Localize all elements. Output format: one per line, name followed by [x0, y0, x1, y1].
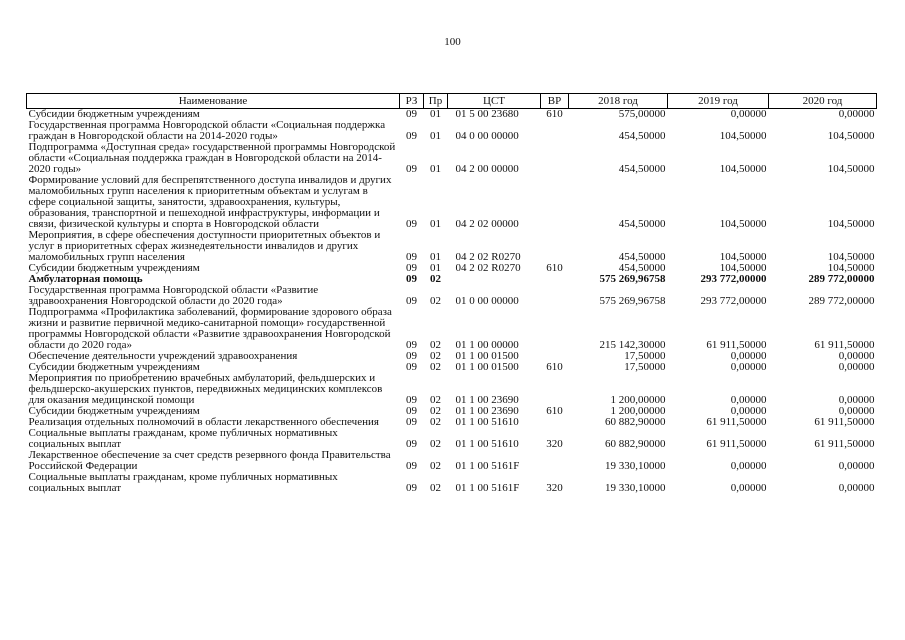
- cell-2019: 104,50000: [719, 130, 767, 142]
- cell-2019: 0,00000: [730, 350, 767, 362]
- col-header-2018: 2018 год: [569, 94, 668, 109]
- cell-2020: 61 911,50000: [814, 438, 875, 450]
- cell-2020: 61 911,50000: [814, 416, 875, 428]
- cell-2019: 104,50000: [719, 262, 767, 274]
- cell-2020: 104,50000: [827, 262, 875, 274]
- cell-2018: 454,50000: [618, 262, 666, 274]
- cell-rz: 09: [406, 295, 417, 307]
- cell-2018: 575,00000: [618, 108, 666, 120]
- cell-cst: 01 5 00 23680: [455, 108, 519, 120]
- cell-pr: 02: [430, 350, 441, 362]
- cell-rz: 09: [406, 273, 417, 285]
- cell-rz: 09: [406, 405, 417, 417]
- cell-pr: 02: [430, 438, 441, 450]
- cell-2020: 104,50000: [827, 218, 875, 230]
- col-header-pr: Пр: [424, 94, 448, 109]
- cell-pr: 01: [430, 108, 441, 120]
- cell-2019: 0,00000: [730, 482, 767, 494]
- cell-rz: 09: [406, 482, 417, 494]
- cell-2018: 19 330,10000: [605, 460, 666, 472]
- page-number: 100: [444, 36, 461, 48]
- cell-rz: 09: [406, 130, 417, 142]
- cell-2020: 0,00000: [838, 405, 875, 417]
- cell-2019: 0,00000: [730, 405, 767, 417]
- cell-2019: 0,00000: [730, 361, 767, 373]
- col-header-2020: 2020 год: [769, 94, 877, 109]
- cell-pr: 02: [430, 416, 441, 428]
- cell-pr: 02: [430, 460, 441, 472]
- table-row: [27, 450, 877, 472]
- cell-cst: 01 1 00 01500: [455, 350, 519, 362]
- table-row: [27, 307, 877, 351]
- cell-name: Субсидии бюджетным учреждениям: [28, 405, 200, 417]
- cell-pr: 02: [430, 405, 441, 417]
- table-row: [27, 285, 877, 307]
- cell-vr: 320: [546, 482, 563, 494]
- budget-table: [26, 93, 877, 494]
- cell-cst: [448, 274, 541, 285]
- cell-cst: 01 1 00 51610: [455, 416, 519, 428]
- cell-rz: 09: [406, 460, 417, 472]
- cell-2018: 19 330,10000: [605, 482, 666, 494]
- cell-cst: 01 0 00 00000: [455, 295, 519, 307]
- cell-name: Мероприятия, в сфере обеспечения доступности приоритетных объектов и услуг в приоритетных сферах жизнедеятельности инвалидов и других маломобильных групп населения: [28, 229, 381, 263]
- cell-rz: 09: [406, 361, 417, 373]
- cell-rz: 09: [406, 394, 417, 406]
- cell-rz: 09: [406, 350, 417, 362]
- table-row: [27, 175, 877, 230]
- cell-2019: 0,00000: [730, 108, 767, 120]
- cell-rz: 09: [406, 108, 417, 120]
- cell-cst: 01 1 00 00000: [455, 339, 519, 351]
- cell-vr: 610: [546, 108, 563, 120]
- table-row: [27, 472, 877, 494]
- cell-vr: [541, 142, 569, 175]
- cell-2018: 454,50000: [618, 163, 666, 175]
- cell-2018: 575 269,96758: [599, 295, 666, 307]
- cell-name: Субсидии бюджетным учреждениям: [28, 262, 200, 274]
- cell-pr: 01: [430, 130, 441, 142]
- cell-pr: 02: [430, 295, 441, 307]
- cell-pr: 01: [430, 163, 441, 175]
- cell-2020: 0,00000: [838, 361, 875, 373]
- cell-2018: 454,50000: [618, 218, 666, 230]
- cell-cst: 01 1 00 23690: [455, 394, 519, 406]
- cell-cst: 04 2 00 00000: [455, 163, 519, 175]
- cell-2020: 0,00000: [838, 460, 875, 472]
- cell-2019: 0,00000: [730, 394, 767, 406]
- cell-2018: 454,50000: [618, 130, 666, 142]
- cell-name: Реализация отдельных полномочий в области лекарственного обеспечения: [28, 416, 379, 428]
- cell-name: Субсидии бюджетным учреждениям: [28, 361, 200, 373]
- cell-vr: [541, 120, 569, 142]
- cell-name: Обеспечение деятельности учреждений здравоохранения: [28, 350, 298, 362]
- cell-vr: 610: [546, 262, 563, 274]
- cell-2019: 61 911,50000: [706, 339, 767, 351]
- cell-name: Государственная программа Новгородской области «Развитие здравоохранения Новгородской области до 2020 года»: [28, 284, 319, 307]
- cell-name: Мероприятия по приобретению врачебных амбулаторий, фельдшерских и фельдшерско-акушерских пунктов, передвижных медицинских комплексов для оказания медицинской помощи: [28, 372, 383, 406]
- cell-2019: 104,50000: [719, 251, 767, 263]
- cell-name: Амбулаторная помощь: [28, 273, 143, 285]
- cell-2019: 61 911,50000: [706, 416, 767, 428]
- cell-name: Лекарственное обеспечение за счет средств резервного фонда Правительства Российской Федерации: [28, 449, 391, 472]
- cell-2019: 293 772,00000: [700, 273, 767, 285]
- col-header-rz: РЗ: [400, 94, 424, 109]
- cell-cst: 04 2 02 R0270: [455, 262, 521, 274]
- cell-pr: 02: [430, 482, 441, 494]
- cell-vr: [541, 285, 569, 307]
- cell-2019: 104,50000: [719, 163, 767, 175]
- table-row: [27, 120, 877, 142]
- col-header-vr: ВР: [541, 94, 569, 109]
- cell-rz: 09: [406, 438, 417, 450]
- cell-2018: 575 269,96758: [599, 273, 666, 285]
- table-body: [27, 109, 877, 495]
- cell-vr: 610: [546, 405, 563, 417]
- cell-vr: [541, 274, 569, 285]
- cell-2018: 1 200,00000: [610, 405, 666, 417]
- cell-vr: [541, 230, 569, 263]
- cell-2020: 0,00000: [838, 394, 875, 406]
- col-header-cst: ЦСТ: [448, 94, 541, 109]
- cell-2020: 0,00000: [838, 350, 875, 362]
- col-header-name: Наименование: [27, 94, 400, 109]
- cell-rz: 09: [406, 218, 417, 230]
- table-row: [27, 373, 877, 406]
- cell-rz: 09: [406, 262, 417, 274]
- cell-vr: [541, 450, 569, 472]
- cell-2020: 0,00000: [838, 482, 875, 494]
- cell-name: Субсидии бюджетным учреждениям: [28, 108, 200, 120]
- cell-2020: 104,50000: [827, 251, 875, 263]
- table-row: [27, 428, 877, 450]
- cell-rz: 09: [406, 416, 417, 428]
- cell-pr: 01: [430, 262, 441, 274]
- cell-name: Подпрограмма «Доступная среда» государственной программы Новгородской области «Социальная поддержка граждан в Новгородской области на 2014-2020 годы»: [28, 141, 396, 175]
- cell-2019: 61 911,50000: [706, 438, 767, 450]
- cell-2018: 1 200,00000: [610, 394, 666, 406]
- cell-pr: 01: [430, 218, 441, 230]
- cell-2018: 17,50000: [624, 350, 666, 362]
- cell-2018: 17,50000: [624, 361, 666, 373]
- cell-pr: 01: [430, 251, 441, 263]
- cell-name: Государственная программа Новгородской области «Социальная поддержка граждан в Новгородской области на 2014-2020 годы»: [28, 119, 386, 142]
- cell-cst: 04 0 00 00000: [455, 130, 519, 142]
- col-header-2019: 2019 год: [668, 94, 769, 109]
- cell-pr: 02: [430, 339, 441, 351]
- cell-2020: 289 772,00000: [808, 273, 875, 285]
- cell-cst: 01 1 00 23690: [455, 405, 519, 417]
- cell-rz: 09: [406, 251, 417, 263]
- cell-vr: [541, 373, 569, 406]
- cell-pr: 02: [430, 394, 441, 406]
- cell-cst: 01 1 00 5161F: [455, 460, 520, 472]
- cell-2018: 454,50000: [618, 251, 666, 263]
- cell-vr: [541, 417, 569, 428]
- table-header-row: [27, 94, 877, 109]
- cell-2019: 0,00000: [730, 460, 767, 472]
- table-row: [27, 142, 877, 175]
- cell-cst: 01 1 00 51610: [455, 438, 519, 450]
- cell-rz: 09: [406, 339, 417, 351]
- cell-2020: 0,00000: [838, 108, 875, 120]
- cell-2019: 293 772,00000: [700, 295, 767, 307]
- cell-2018: 60 882,90000: [605, 416, 666, 428]
- cell-rz: 09: [406, 163, 417, 175]
- cell-cst: 01 1 00 5161F: [455, 482, 520, 494]
- cell-pr: 02: [430, 273, 441, 285]
- cell-name: Формирование условий для беспрепятственного доступа инвалидов и других маломобильных групп населения к приоритетным объектам и услугам в сфере социальной защиты, занятости, здравоохранения, культуры, образования, транспортной и пешеходной инфраструктуры, информации и связи, физической культуры и спорта в Новгородской области: [28, 174, 392, 230]
- table-row: [27, 230, 877, 263]
- cell-2019: 104,50000: [719, 218, 767, 230]
- cell-2020: 289 772,00000: [808, 295, 875, 307]
- cell-pr: 02: [430, 361, 441, 373]
- cell-2020: 104,50000: [827, 163, 875, 175]
- cell-vr: 320: [546, 438, 563, 450]
- cell-cst: 04 2 02 00000: [455, 218, 519, 230]
- cell-vr: [541, 307, 569, 351]
- cell-cst: 04 2 02 R0270: [455, 251, 521, 263]
- cell-2018: 60 882,90000: [605, 438, 666, 450]
- cell-name: Социальные выплаты гражданам, кроме публичных нормативных социальных выплат: [28, 427, 338, 450]
- cell-name: Подпрограмма «Профилактика заболеваний, формирование здорового образа жизни и развитие первичной медико-санитарной помощи» государственной программы Новгородской области «Развитие здравоохранения Новгородской области до 2020 года»: [28, 306, 392, 351]
- cell-2020: 104,50000: [827, 130, 875, 142]
- cell-vr: [541, 175, 569, 230]
- cell-name: Социальные выплаты гражданам, кроме публичных нормативных социальных выплат: [28, 471, 338, 494]
- cell-cst: 01 1 00 01500: [455, 361, 519, 373]
- cell-2018: 215 142,30000: [599, 339, 666, 351]
- cell-vr: 610: [546, 361, 563, 373]
- cell-2020: 61 911,50000: [814, 339, 875, 351]
